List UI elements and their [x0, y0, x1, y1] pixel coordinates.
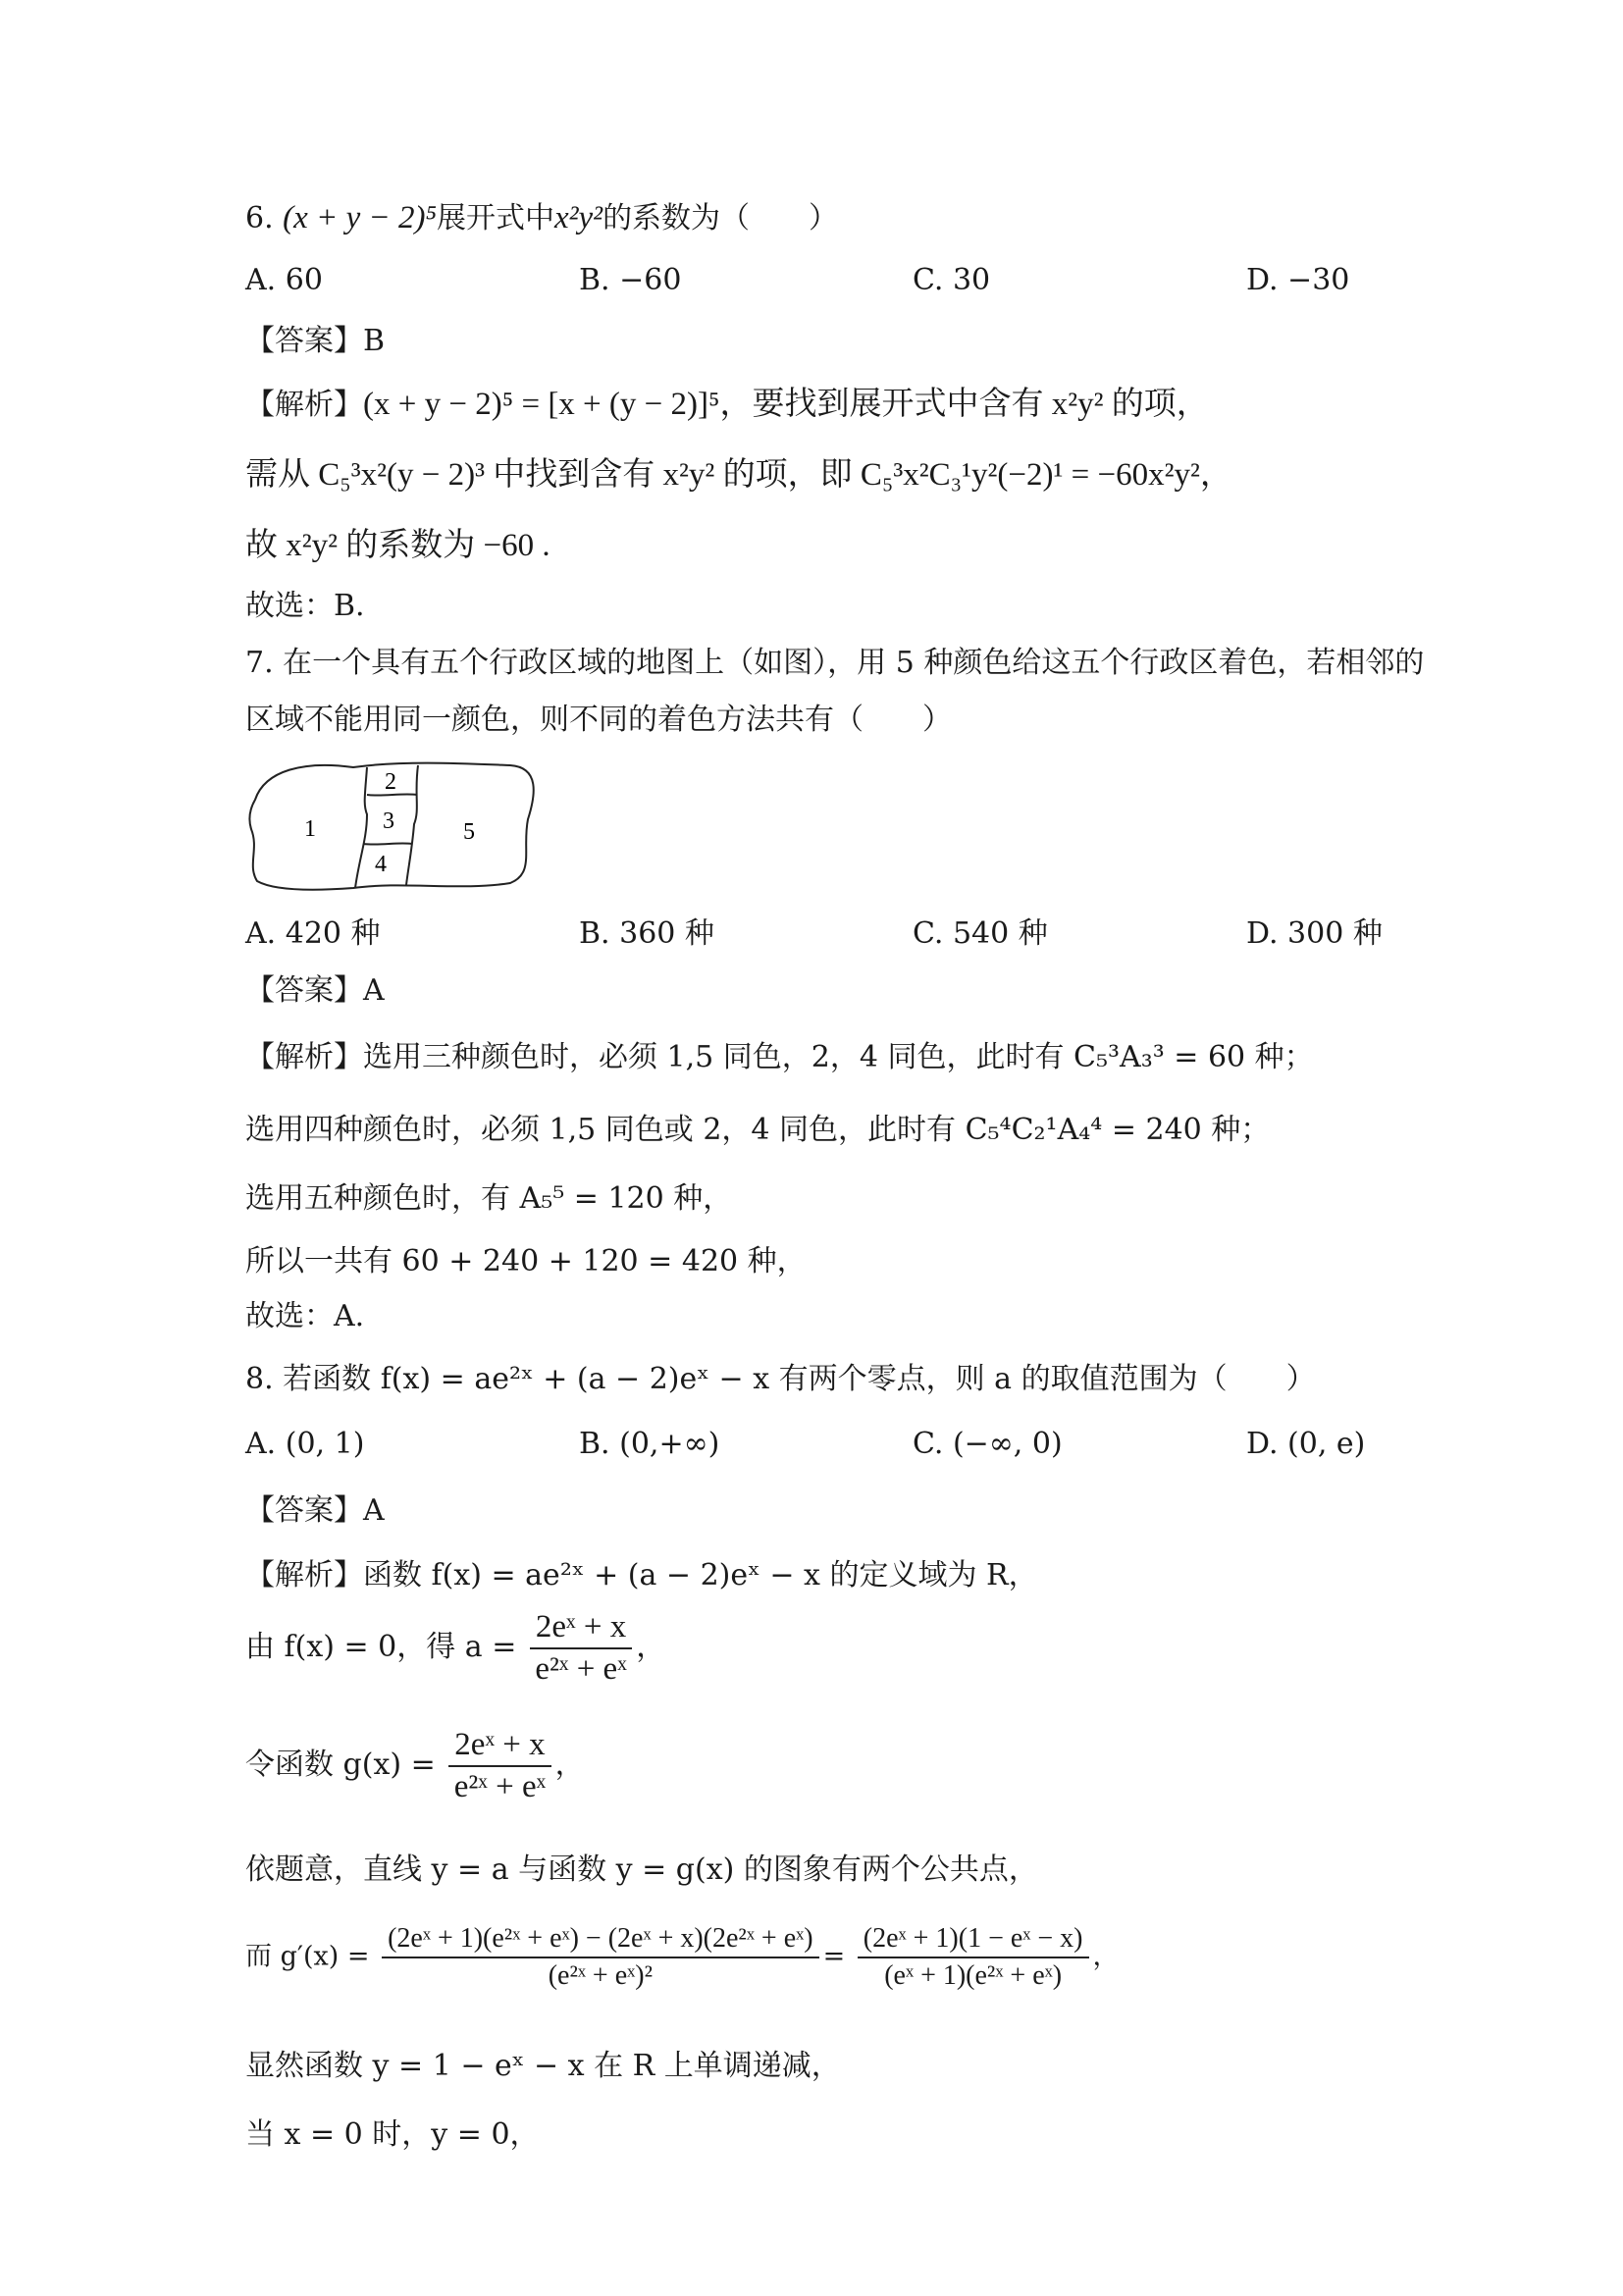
- answer-value: A: [363, 973, 385, 1008]
- q7-analysis-line-1: [245, 1036, 1314, 1079]
- equation-prefix: 由 f(x) = 0，得 a =: [245, 1630, 517, 1664]
- region-3-label: 3: [383, 809, 394, 834]
- fraction-denominator: (e²ˣ + eˣ)²: [548, 1960, 653, 1991]
- q8-analysis-line-1: [245, 1554, 1038, 1597]
- q6-term: x²y²: [553, 200, 603, 235]
- q8-analysis-line-3: [245, 1727, 585, 1805]
- equation-prefix: 令函数 g(x) =: [245, 1748, 436, 1782]
- q6-answer: [245, 320, 385, 363]
- q6-option-c[interactable]: C. 30: [913, 263, 991, 297]
- fraction-numerator: (2eˣ + 1)(1 − eˣ − x): [858, 1923, 1089, 1958]
- q7-analysis-line-4: 所以一共有 60 + 240 + 120 = 420 种，: [245, 1244, 807, 1278]
- answer-value: A: [363, 1493, 385, 1528]
- q8-answer: [245, 1489, 385, 1533]
- analysis-text: (x + y − 2)⁵ = [x + (y − 2)]⁵，要找到展开式中含有 x²y² 的项，: [363, 387, 1209, 422]
- q7-analysis-line-3: 选用五种颜色时，有 A₅⁵ = 120 种，: [245, 1181, 733, 1216]
- equals-sign: =: [822, 1941, 846, 1972]
- border-5: [406, 765, 418, 885]
- region-1-label: 1: [304, 816, 316, 842]
- fraction-numerator: 2eˣ + x: [448, 1727, 550, 1767]
- q8-option-a[interactable]: A. (0, 1): [245, 1427, 365, 1461]
- punctuation: ，: [554, 1748, 585, 1782]
- region-map: [245, 756, 540, 893]
- fraction-left: [382, 1923, 818, 1992]
- q6-expression: (x + y − 2)⁵: [283, 200, 437, 235]
- punctuation: ，: [1092, 1941, 1120, 1972]
- q6-option-d[interactable]: D. −30: [1246, 263, 1350, 297]
- analysis-label: 【解析】: [245, 1040, 363, 1074]
- q6-stem: [245, 196, 838, 240]
- q8-analysis-line-6: 显然函数 y = 1 − eˣ − x 在 R 上单调递减，: [245, 2049, 841, 2083]
- region-4-label: 4: [375, 852, 387, 877]
- punctuation: ，: [636, 1630, 666, 1664]
- fraction-denominator: e²ˣ + eˣ: [535, 1651, 627, 1687]
- analysis-text: 函数 f(x) = ae²ˣ + (a − 2)eˣ − x 的定义域为 R，: [363, 1558, 1038, 1592]
- q8-option-d[interactable]: D. (0, e): [1246, 1427, 1366, 1461]
- q7-option-c[interactable]: C. 540 种: [913, 916, 1048, 951]
- answer-value: B: [363, 324, 386, 358]
- q7-stem-line-2: 区域不能用同一颜色，则不同的着色方法共有（ ）: [245, 703, 952, 737]
- q6-analysis-line-2: 需从 C₅³x²(y − 2)³ 中找到含有 x²y² 的项，即 C₅³x²C₃¹y²(−2)¹ = −60x²y²，: [245, 457, 1232, 493]
- q6-option-a[interactable]: A. 60: [245, 263, 323, 297]
- q8-analysis-line-7: 当 x = 0 时，y = 0，: [245, 2117, 540, 2152]
- fraction: [530, 1609, 632, 1688]
- fraction-denominator: e²ˣ + eˣ: [453, 1769, 547, 1804]
- fraction-numerator: 2eˣ + x: [530, 1609, 632, 1649]
- q6-analysis-line-1: [245, 383, 1209, 427]
- q8-analysis-line-4: 依题意，直线 y = a 与函数 y = g(x) 的图象有两个公共点，: [245, 1852, 1038, 1887]
- fraction-numerator: (2eˣ + 1)(e²ˣ + eˣ) − (2eˣ + x)(2e²ˣ + eˣ): [382, 1923, 818, 1958]
- region-5-label: 5: [463, 819, 475, 845]
- q7-answer: [245, 969, 385, 1013]
- equation-prefix: 而 g′(x) =: [245, 1941, 370, 1972]
- border-1: [355, 767, 367, 888]
- q7-option-d[interactable]: D. 300 种: [1246, 916, 1383, 951]
- q8-option-c[interactable]: C. (−∞, 0): [913, 1427, 1063, 1461]
- q6-option-b[interactable]: B. −60: [579, 263, 682, 297]
- analysis-label: 【解析】: [245, 388, 363, 422]
- q7-option-a[interactable]: A. 420 种: [245, 916, 381, 951]
- fraction-denominator: (eˣ + 1)(e²ˣ + eˣ): [884, 1960, 1063, 1991]
- answer-label: 【答案】: [245, 324, 363, 358]
- q6-number: 6.: [245, 201, 274, 235]
- q8-analysis-line-5: [245, 1923, 1120, 1992]
- analysis-text: 选用三种颜色时，必须 1,5 同色，2，4 同色，此时有 C₅³A₃³ = 60 种；: [363, 1040, 1314, 1074]
- q7-stem-line-1: 7. 在一个具有五个行政区域的地图上（如图），用 5 种颜色给这五个行政区着色，若相邻的: [245, 646, 1425, 680]
- q8-analysis-line-2: [245, 1609, 665, 1688]
- q7-option-b[interactable]: B. 360 种: [579, 916, 714, 951]
- fraction-right: [858, 1923, 1089, 1992]
- answer-label: 【答案】: [245, 973, 363, 1008]
- q7-analysis-line-5: 故选：A.: [245, 1299, 365, 1333]
- region-2-label: 2: [385, 769, 396, 795]
- fraction: [448, 1727, 550, 1805]
- q8-option-b[interactable]: B. (0,+∞): [579, 1427, 720, 1461]
- border-3-4: [363, 843, 412, 844]
- analysis-label: 【解析】: [245, 1558, 363, 1592]
- answer-label: 【答案】: [245, 1493, 363, 1528]
- q6-stem-text: 展开式中: [436, 201, 554, 235]
- q8-stem: 8. 若函数 f(x) = ae²ˣ + (a − 2)eˣ − x 有两个零点，则 a 的取值范围为（ ）: [245, 1362, 1316, 1396]
- q6-stem-question: 的系数为（ ）: [602, 201, 839, 235]
- q6-analysis-line-4: 故选：B.: [245, 589, 365, 623]
- q7-analysis-line-2: 选用四种颜色时，必须 1,5 同色或 2，4 同色，此时有 C₅⁴C₂¹A₄⁴ = 240 种；: [245, 1113, 1271, 1147]
- q6-analysis-line-3: 故 x²y² 的系数为 −60 .: [245, 528, 550, 563]
